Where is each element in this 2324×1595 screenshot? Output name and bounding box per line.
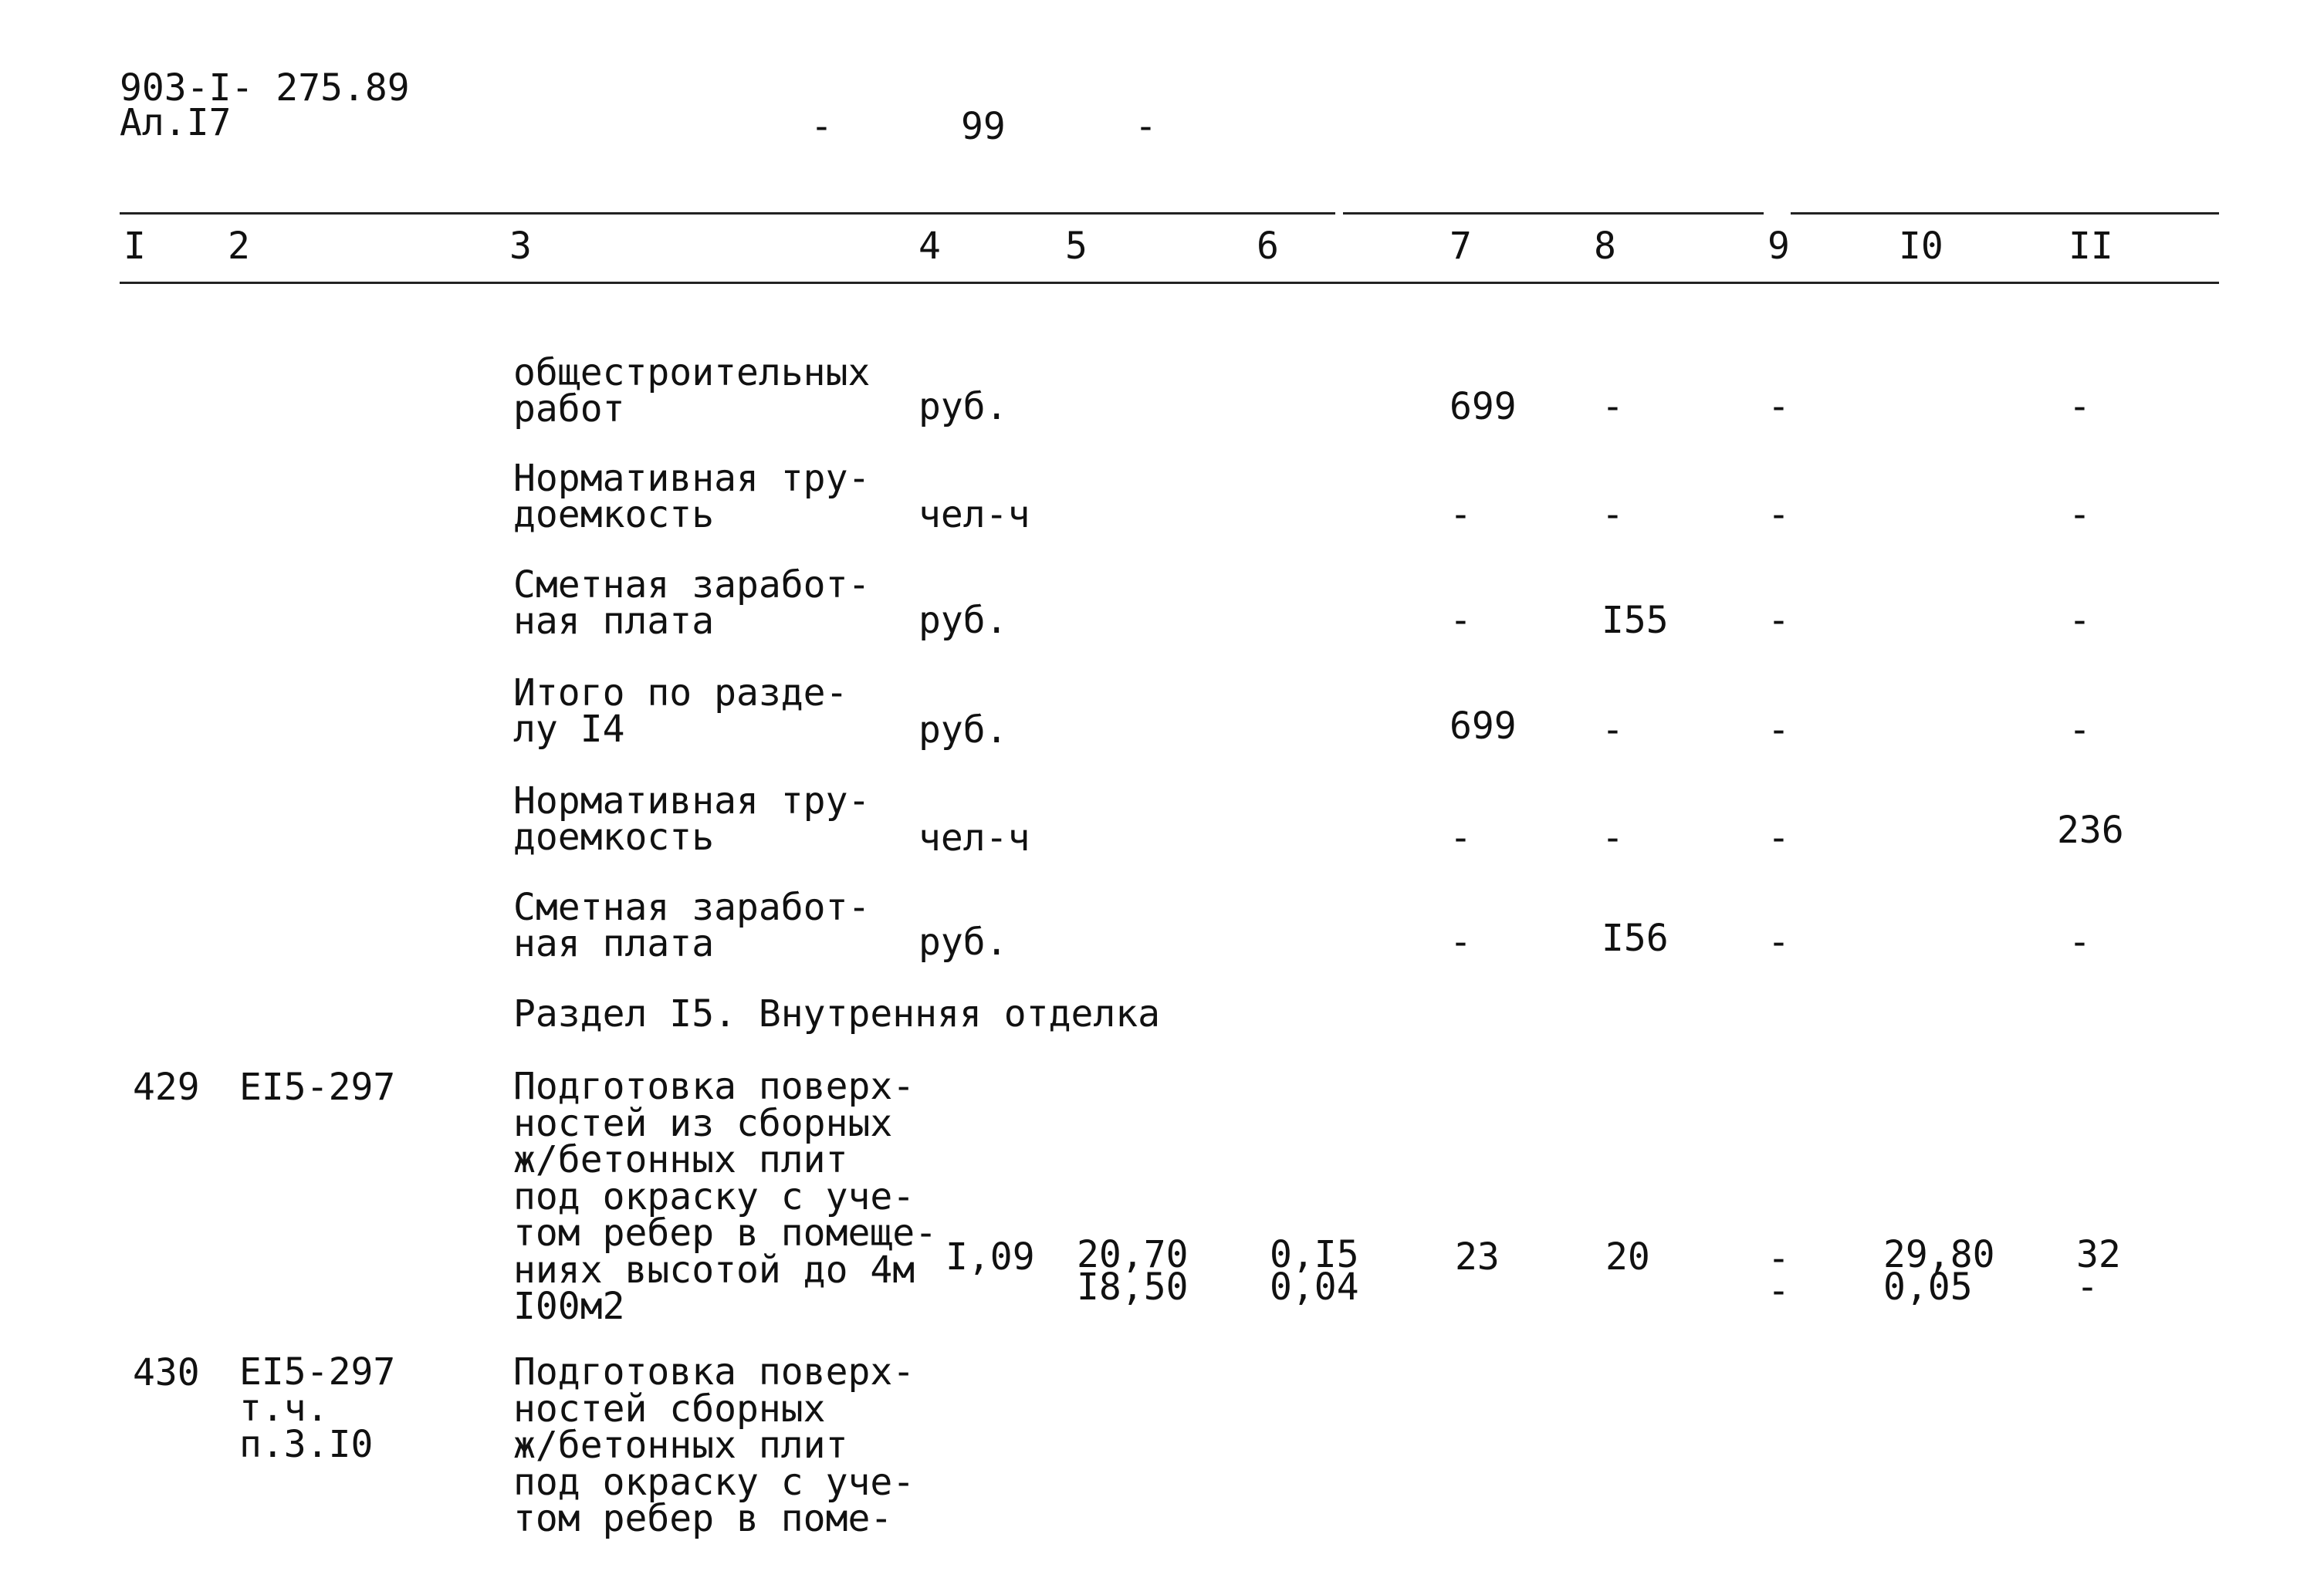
row-col7: - (1450, 816, 1472, 860)
item-description: Подготовка поверх- ностей сборных ж/бетонных плит под окраску с уче- том ребер в поме- (513, 1350, 915, 1540)
row-unit: руб. (918, 385, 1008, 428)
column-header: 6 (1257, 225, 1279, 268)
column-header: 7 (1450, 225, 1472, 268)
page-dash-right: - (1135, 105, 1157, 148)
item-col6: 0,I5 0,04 (1270, 1233, 1359, 1309)
header-rule-top (1343, 212, 1764, 215)
row-col11: - (2069, 921, 2091, 964)
column-header: II (2069, 225, 2113, 268)
row-col11: - (2069, 385, 2091, 428)
header-rule-top (1791, 212, 2219, 215)
item-col10: 29,80 0,05 (1883, 1233, 1995, 1309)
row-col9: - (1768, 493, 1790, 536)
column-header: 8 (1594, 225, 1616, 268)
row-col8: - (1602, 708, 1624, 752)
section-title: Раздел I5. Внутренняя отделка (513, 992, 1161, 1036)
row-unit: руб. (918, 921, 1008, 964)
row-col9: - (1768, 708, 1790, 752)
column-header: I0 (1899, 225, 1943, 268)
page-number: 99 (961, 105, 1006, 148)
item-code: EI5-297 (239, 1066, 396, 1109)
row-unit: руб. (918, 708, 1008, 752)
row-col9: - (1768, 385, 1790, 428)
item-quantity: I,09 (945, 1235, 1035, 1279)
row-unit: чел-ч (918, 493, 1030, 536)
page-dash-left: - (810, 105, 833, 148)
column-header: 2 (228, 225, 250, 268)
row-col8: I56 (1602, 917, 1669, 960)
item-number: 430 (133, 1351, 200, 1394)
row-description: Сметная заработ- ная плата (513, 563, 871, 643)
row-col7: - (1450, 493, 1472, 536)
sheet-number: Ал.I7 (120, 101, 232, 144)
column-header: 3 (509, 225, 532, 268)
row-description: Итого по разде- лу I4 (513, 671, 848, 751)
row-col7: - (1450, 921, 1472, 964)
row-description: Нормативная тру- доемкость (513, 779, 871, 859)
header-rule-top (120, 212, 1335, 215)
row-col8: - (1602, 385, 1624, 428)
column-header: I (123, 225, 146, 268)
column-header: 4 (918, 225, 941, 268)
row-col7: 699 (1450, 385, 1517, 428)
row-col7: - (1450, 599, 1472, 642)
item-col11: 32 - (2076, 1233, 2121, 1309)
item-col5: 20,70 I8,50 (1077, 1233, 1189, 1309)
row-col11: - (2069, 493, 2091, 536)
row-col8: - (1602, 493, 1624, 536)
row-col7: 699 (1450, 705, 1517, 748)
item-description: Подготовка поверх- ностей из сборных ж/бетонных плит под окраску с уче- том ребер в помеще- ниях высотой до 4м I00м2 (513, 1065, 938, 1328)
item-col7: 23 (1455, 1235, 1500, 1279)
item-code: EI5-297 т.ч. п.3.I0 (239, 1350, 396, 1466)
document-code: 903-I- 275.89 (120, 66, 410, 110)
row-description: общестроительных работ (513, 351, 871, 431)
row-col8: - (1602, 816, 1624, 860)
row-description: Нормативная тру- доемкость (513, 457, 871, 536)
item-col9: - - (1768, 1237, 1790, 1313)
row-col8: I55 (1602, 599, 1669, 642)
header-rule-bottom (120, 282, 2219, 284)
column-header: 9 (1768, 225, 1790, 268)
row-unit: чел-ч (918, 816, 1030, 860)
row-col9: - (1768, 921, 1790, 964)
row-unit: руб. (918, 599, 1008, 642)
row-description: Сметная заработ- ная плата (513, 886, 871, 965)
item-number: 429 (133, 1066, 200, 1109)
item-col8: 20 (1605, 1235, 1650, 1279)
row-col9: - (1768, 599, 1790, 642)
row-col11: - (2069, 599, 2091, 642)
row-col9: - (1768, 816, 1790, 860)
row-col11: 236 (2057, 809, 2124, 852)
column-header: 5 (1065, 225, 1088, 268)
row-col11: - (2069, 708, 2091, 752)
